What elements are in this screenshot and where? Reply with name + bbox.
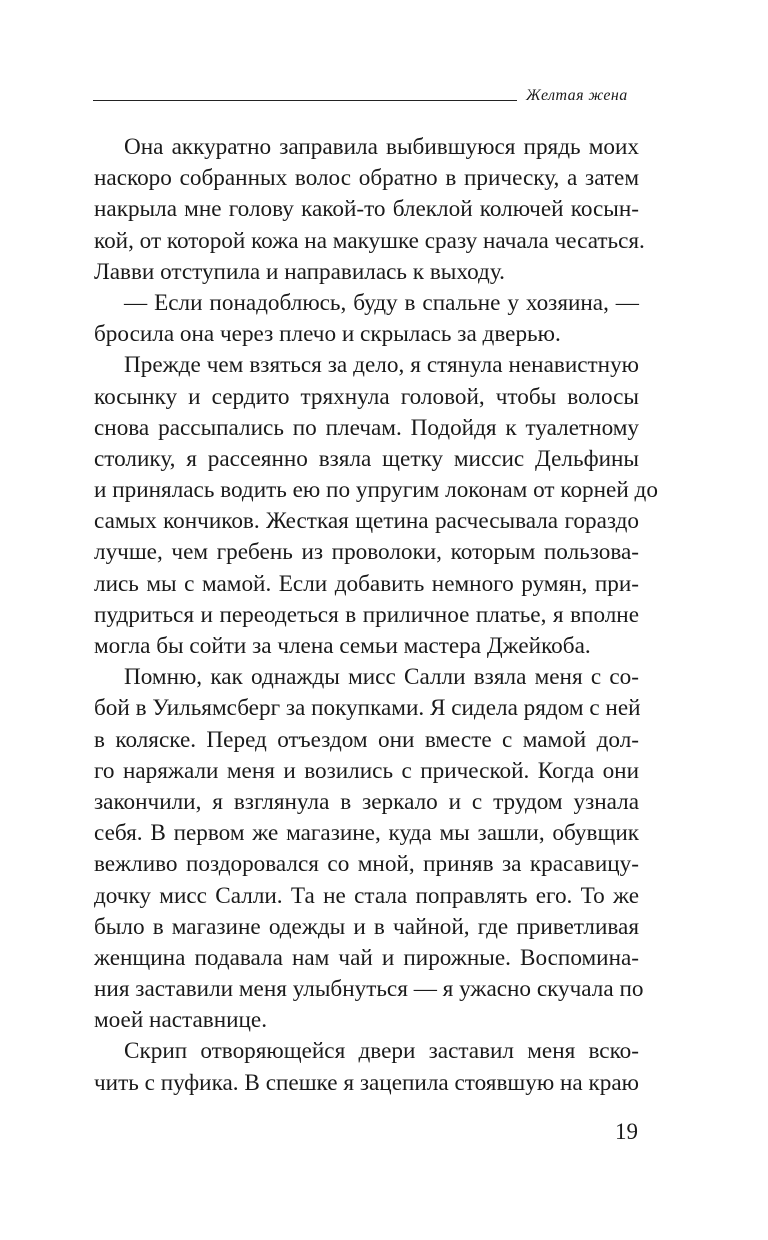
text-line: кой, от которой кожа на макушке сразу начала чесаться. [94, 227, 645, 254]
text-line: закончили, я взглянула в зеркало и с трудом узнала [94, 788, 639, 815]
text-line: наскоро собранных волос обратно в прическу, а затем [94, 165, 639, 192]
text-line: бой в Уильямсберг за покупками. Я сидела рядом с ней [94, 695, 641, 722]
page-number: 19 [615, 1119, 638, 1144]
text-line: дочку мисс Салли. Та не стала поправлять его. То же [94, 882, 639, 909]
header-rule [93, 100, 517, 101]
text-line: вежливо поздоровался со мной, приняв за красавицу- [94, 851, 639, 878]
text-line: Лавви отступила и направилась к выходу. [94, 258, 505, 285]
text-line: могла бы сойти за члена семьи мастера Джейкоба. [94, 633, 591, 659]
text-line: Помню, как однажды мисс Салли взяла меня с со- [124, 664, 639, 691]
text-line: пудриться и переодеться в приличное платье, я вполне [94, 601, 639, 628]
text-line: снова рассыпались по плечам. Подойдя к туалетному [94, 414, 639, 441]
text-line: го наряжали меня и возились с прической. Когда они [94, 757, 639, 784]
text-line: Прежде чем взяться за дело, я стянула ненавистную [124, 352, 639, 379]
text-line: косынку и сердито тряхнула головой, чтобы волосы [94, 383, 639, 410]
text-line: женщина подавала нам чай и пирожные. Воспомина- [94, 944, 639, 971]
text-line: было в магазине одежды и в чайной, где приветливая [94, 913, 639, 940]
text-block [94, 132, 658, 1099]
text-line: лучше, чем гребень из проволоки, которым пользова- [94, 539, 639, 566]
text-line: самых кончиков. Жесткая щетина расчесывала гораздо [94, 508, 639, 535]
text-line: Она аккуратно заправила выбившуюся прядь моих [124, 134, 639, 160]
text-line: столику, я рассеянно взяла щетку миссис Дельфины [94, 445, 639, 472]
text-line: ния заставили меня улыбнуться — я ужасно скучала по [94, 976, 644, 1003]
running-head: Желтая жена [526, 87, 628, 104]
text-line: накрыла мне голову какой-то блеклой колючей косын- [94, 196, 639, 223]
text-line: и принялась водить ею по упругим локонам от корней до [94, 477, 658, 504]
text-line: бросила она через плечо и скрылась за дверью. [94, 321, 561, 348]
text-line: моей наставнице. [94, 1007, 268, 1034]
text-line: — Если понадоблюсь, буду в спальне у хозяина, — [124, 289, 639, 316]
text-line: лись мы с мамой. Если добавить немного румян, при- [94, 570, 639, 597]
text-line: себя. В первом же магазине, куда мы зашли, обувщик [94, 820, 639, 847]
text-line: Скрип отворяющейся двери заставил меня вско- [124, 1038, 639, 1065]
text-line: чить с пуфика. В спешке я зацепила стоявшую на краю [94, 1069, 639, 1096]
text-line: в коляске. Перед отъездом они вместе с мамой дол- [94, 726, 639, 753]
